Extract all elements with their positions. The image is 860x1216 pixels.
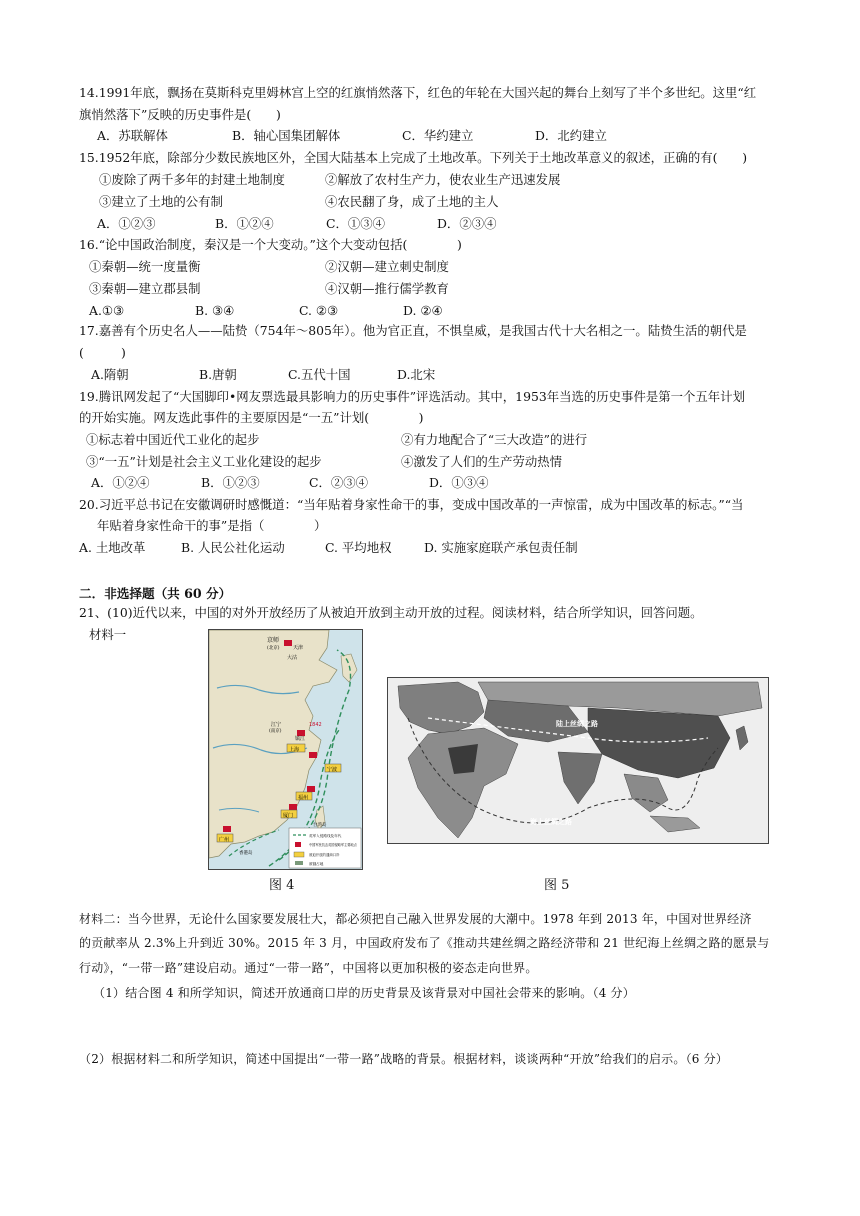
map4-label: 天津 [293,645,304,651]
q19-option-a: A．①②④ [91,475,150,490]
q16-option-c: C. ②③ [299,303,339,318]
map4-label: 福州 [298,795,309,801]
q17-option-b: B.唐朝 [199,367,237,382]
q14-stem-line2: 旗悄然落下”反映的历史事件是( ) [79,107,281,122]
q19-option-b: B．①②③ [201,475,260,490]
q15-option-c: C．①③④ [326,216,386,231]
figure-5-caption: 图 5 [544,878,570,893]
q19-item-2: ②有力地配合了“三大改造”的进行 [401,432,588,447]
q15-option-a: A．①②③ [97,216,156,231]
q19-option-d: D．①③④ [429,475,489,490]
figure-4-caption: 图 4 [269,878,295,893]
q17-option-d: D.北宋 [397,367,436,382]
q15-option-b: B．①②④ [215,216,274,231]
q20-stem-line2: 年贴着身家性命干的事”是指（ ） [97,518,327,533]
q15-item-4: ④农民翻了身，成了土地的主人 [325,194,499,209]
q14-stem-line1: 14.1991年底，飘扬在莫斯科克里姆林宫上空的红旗悄然落下，红色的年轮在大国兴起的舞台上刻写了半个多世纪。这里“红 [79,85,757,100]
q19-stem-line1: 19.腾讯网发起了“大国脚印•网友票选最具影响力的历史事件”评选活动。其中，1953年当选的历史事件是第一个五年计划 [79,389,745,404]
q19-stem-line2: 的开始实施。网友选此事件的主要原因是“一五”计划( ) [79,410,424,425]
q16-stem: 16.“论中国政治制度，秦汉是一个大变动。”这个大变动包括( ) [79,237,462,252]
figure-4-map [208,629,363,870]
q19-option-c: C．②③④ [309,475,369,490]
q19-item-3: ③“一五”计划是社会主义工业化建设的起步 [86,454,322,469]
q15-item-1: ①废除了两千多年的封建土地制度 [99,172,285,187]
map4-label: (南京) [269,729,282,734]
map4-label: 香港岛 [239,851,253,856]
q20-stem-line1: 20.习近平总书记在安徽调研时感慨道：“当年贴着身家性命干的事，变成中国改革的一声惊雷，成为中国改革的标志。”“当 [79,497,744,512]
figure-5-map [387,677,769,844]
map5-sea-route-label: 海上丝绸之路 [530,818,572,826]
q21-stem: 21、(10)近代以来，中国的对外开放经历了从被迫开放到主动开放的过程。阅读材料，结合所学知识，回答问题。 [79,605,703,620]
q16-item-1: ①秦朝—统一度量衡 [89,259,201,274]
figure-5-map-svg [388,678,768,843]
q20-option-a: A. 土地改革 [79,540,146,555]
q17-stem-line2: ( ) [79,345,126,360]
q14-option-c: C．华约建立 [402,128,474,143]
map4-legend-item: 中国军民抗击英国侵略军主要地点 [309,843,357,847]
q15-option-d: D．②③④ [437,216,497,231]
map4-label: 大沽 [287,655,298,661]
material2-line-3: 行动》，“一带一路”建设启动。通过“一带一路”，中国将以更加积极的姿态走向世界。 [79,961,538,975]
map4-legend-item: 被割占地 [309,862,324,866]
map4-label: (北京) [267,646,280,651]
q19-item-4: ④激发了人们的生产劳动热情 [401,454,563,469]
map4-label: 江宁 [271,722,282,728]
material2-line-1: 材料二：当今世界，无论什么国家要发展壮大，都必须把自己融入世界发展的大潮中。1978 年到 2013 年，中国对世界经济 [79,912,752,926]
q20-option-d: D. 实施家庭联产承包责任制 [424,540,578,555]
q16-option-d: D. ②④ [403,303,443,318]
q14-option-d: D．北约建立 [535,128,607,143]
q19-item-1: ①标志着中国近代工业化的起步 [86,432,260,447]
q16-item-3: ③秦朝—建立郡县制 [89,281,201,296]
q15-item-3: ③建立了土地的公有制 [99,194,223,209]
q14-option-a: A．苏联解体 [97,128,168,143]
map4-label: 宁波 [327,767,338,773]
q16-item-2: ②汉朝—建立刺史制度 [325,259,449,274]
q15-item-2: ②解放了农村生产力，使农业生产迅速发展 [325,172,561,187]
map4-label: 上海 [289,747,300,753]
map4-legend-item: 英军入侵路线及年代 [309,834,342,838]
q17-option-c: C.五代十国 [288,367,351,382]
q14-option-b: B．轴心国集团解体 [232,128,341,143]
q17-stem-line1: 17.嘉善有个历史名人——陆贽（754年～805年）。他为官正直，不惧皇威，是我国古代十大名相之一。陆贽生活的朝代是 [79,323,747,338]
q16-option-a: A.①③ [89,303,125,318]
map4-label: 广州 [219,837,230,843]
question-21-part-1: （1）结合图 4 和所学知识，简述开放通商口岸的历史背景及该背景对中国社会带来的影响。（4 分） [93,986,635,1000]
map4-label: 台湾岛 [313,823,327,828]
figure-4-map-svg [209,630,362,869]
question-21-part-2: （2）根据材料二和所学知识，简述中国提出“一带一路”战略的背景。根据材料，谈谈两种“开放”给我们的启示。（6 分） [79,1052,729,1066]
q20-option-c: C. 平均地权 [325,540,392,555]
map4-legend-item: 被迫开放的通商口岸 [309,853,340,857]
material2-line-2: 的贡献率从 2.3%上升到近 30%。2015 年 3 月，中国政府发布了《推动共建丝绸之路经济带和 21 世纪海上丝绸之路的愿景与 [79,936,770,950]
map4-label: 1842 [309,722,322,728]
q16-item-4: ④汉朝—推行儒学教育 [325,281,449,296]
map4-label: 镇江 [295,736,306,742]
material1-label: 材料一 [89,627,127,642]
section-heading-nonchoice: 二．非选择题（共 60 分） [79,586,232,601]
q17-option-a: A.隋朝 [91,367,129,382]
map4-label: 厦门 [283,813,294,819]
q15-stem: 15.1952年底，除部分少数民族地区外，全国大陆基本上完成了土地改革。下列关于土地改革意义的叙述，正确的有( ) [79,150,748,165]
q16-option-b: B. ③④ [195,303,235,318]
map4-label: 京师 [267,637,280,644]
map5-land-route-label: 陆上丝绸之路 [556,720,598,728]
q20-option-b: B. 人民公社化运动 [181,540,285,555]
